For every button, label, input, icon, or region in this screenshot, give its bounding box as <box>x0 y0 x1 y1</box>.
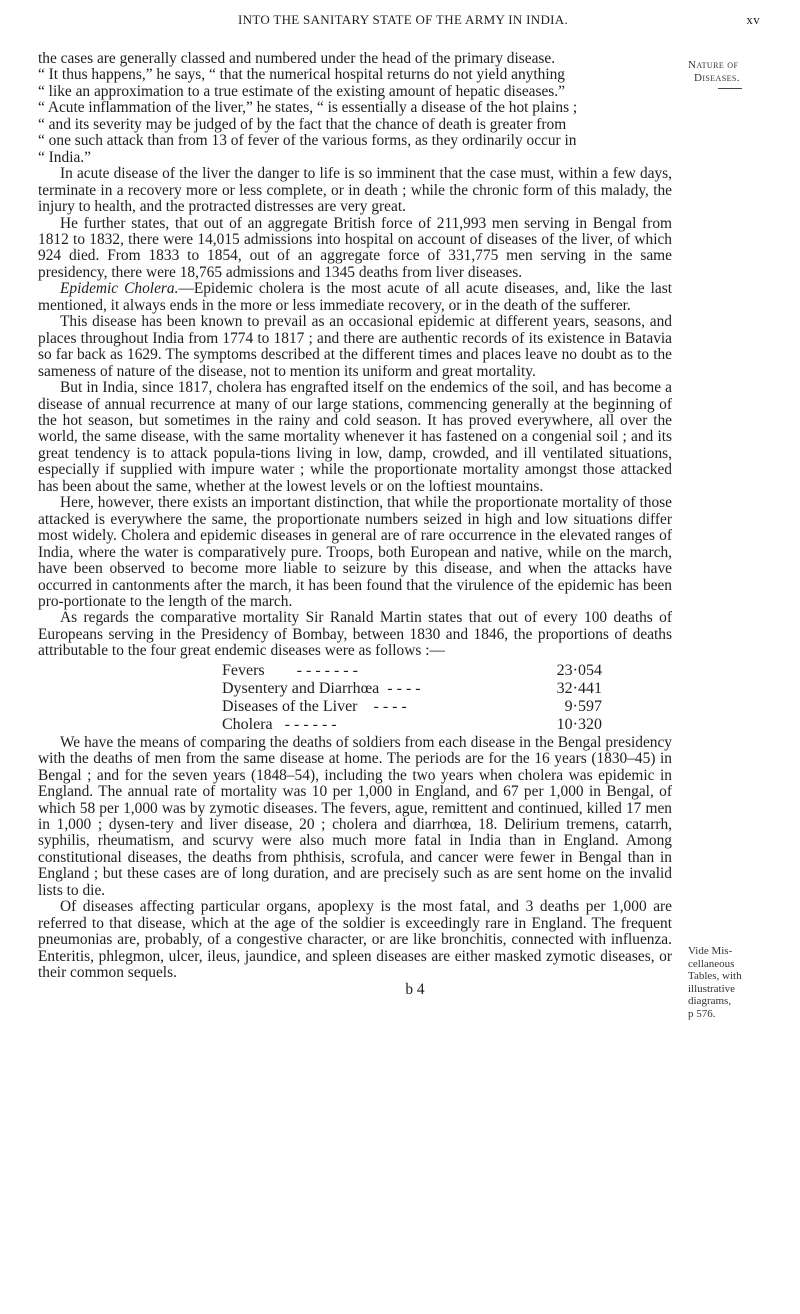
paragraph-cholera-text: —Epidemic cholera is the most acute of all acute diseases, and, like the last mentioned, it always ends in the more or less immediate recovery, or in the death of the sufferer. <box>38 280 672 314</box>
paragraph-martin: As regards the comparative mortality Sir Ranald Martin states that out of every 100 deaths of Europeans serving in the Presidency of Bombay, between 1830 and 1846, the proportions of deaths attributable to the four great endemic diseases were as follows :— <box>38 609 672 660</box>
margin-note-line: illustrative <box>688 982 736 995</box>
margin-note-line: diagrams, <box>688 995 732 1007</box>
mortality-label: Diseases of the Liver - - - - <box>222 697 407 715</box>
margin-note-line: Tables, with <box>688 970 742 982</box>
mortality-label: Cholera - - - - - - <box>222 715 337 733</box>
running-header <box>38 6 760 28</box>
mortality-row-dysentery <box>222 681 602 698</box>
quote-line: “ and its severity may be judged of by the fact that the chance of death is greater from <box>38 115 567 133</box>
quote-line: “ like an approximation to a true estimate of the existing amount of hepatic diseases.” <box>38 82 565 100</box>
margin-note-vide-miscellaneous <box>688 945 778 1020</box>
quote-line: “ Acute inflammation of the liver,” he states, “ is essentially a disease of the hot plains ; <box>38 99 578 117</box>
paragraph-acute-liver: In acute disease of the liver the danger to life is so imminent that the case must, within a few days, terminate in a recovery more or less complete, or in death ; while the chronic form of this malady, the injury to health, and the protracted distresses are very great. <box>38 165 672 216</box>
paragraph-since-1817: But in India, since 1817, cholera has engrafted itself on the endemics of the soil, and has become a disease of annual recurrence at many of our large stations, commencing generally at the beginning of the hot season, but sometimes in the rainy and cold season. It has proved everywhere, all over the world, the same disease, with the same mortality whenever it has fastened on a congenial soil ; and its great tendency is to attack popula-tions living in low, damp, crowded, and ill ventilated situations, especially if supplied with impure water ; while the proportionate mortality amongst those attacked has been about the same, whether at the lowest levels or on the loftiest mountains. <box>38 379 672 495</box>
paragraph-distinction: Here, however, there exists an important distinction, that while the proportionate mortality of those attacked is everywhere the same, the proportionate numbers seized in high and low situations differ most widely. Cholera and epidemic diseases in general are of rare occurrence in the elevated ranges of India, where the water is comparatively pure. Troops, both European and native, while on the march, have been observed to become more liable to seizure by this disease, and when the attacks have occurred in cantonments after the march, it has been found that the virulence of the epidemic has been pro-portionate to the length of the march. <box>38 494 672 610</box>
margin-note-line: Nature of <box>688 59 739 71</box>
margin-note-line: cellaneous <box>688 957 735 970</box>
quote-line: “ It thus happens,” he says, “ that the numerical hospital returns do not yield anything <box>38 66 566 84</box>
section-heading-epidemic-cholera: Epidemic Cholera. <box>60 280 179 298</box>
margin-note-rule <box>718 88 742 89</box>
paragraph-further-states: He further states, that out of an aggregate British force of 211,993 men serving in Bengal from 1812 to 1832, there were 14,015 admissions into hospital on account of diseases of the liver, of which 924 died. From 1833 to 1854, out of an aggregate force of 331,775 men serving in the same presidency, there were 18,765 admissions and 1345 deaths from liver diseases. <box>38 214 672 281</box>
paragraph-epidemic-cholera <box>38 281 672 314</box>
quote-line: “ one such attack than from 13 of fever of the various forms, as they ordinarily occur in <box>38 132 577 150</box>
mortality-row-cholera <box>222 717 602 734</box>
margin-note-nature-of-diseases <box>688 59 778 89</box>
mortality-value: 23·054 <box>556 661 602 679</box>
margin-note-line: Diseases. <box>694 71 740 84</box>
paragraph-organs: Of diseases affecting particular organs, apoplexy is the most fatal, and 3 deaths per 1,000 are referred to that disease, which at the age of the soldier is exceedingly rare in England. The frequent pneumonias are, probably, of a congestive character, or are like bronchitis, connected with influenza. Enteritis, phlegmon, ulcer, ileus, jaundice, and spleen diseases are either masked zymotic diseases, or their common sequels. <box>38 898 672 982</box>
intro-line: the cases are generally classed and numbered under the head of the primary disease. <box>38 50 556 67</box>
mortality-label: Dysentery and Diarrhœa - - - - <box>222 679 421 697</box>
page-body <box>38 51 672 998</box>
mortality-value: 9·597 <box>564 697 602 715</box>
margin-note-line: p 576. <box>688 1007 716 1020</box>
paragraph-known-prevail: This disease has been known to prevail as an occasional epidemic at different years, seasons, and places throughout India from 1774 to 1817 ; and there are authentic records of its existence in Batavia so far back as 1629. The symptoms described at the different times and places leave no doubt as to the sameness of nature of the disease, not to mention its uniform and great mortality. <box>38 313 672 380</box>
mortality-table <box>38 660 672 735</box>
mortality-row-liver <box>222 699 602 716</box>
page-number: xv <box>746 12 760 27</box>
signature-mark: b 4 <box>405 980 425 998</box>
quote-line: “ India.” <box>38 148 91 166</box>
mortality-value: 10·320 <box>556 715 602 733</box>
mortality-value: 32·441 <box>556 679 602 697</box>
paragraph-comparing: We have the means of comparing the deaths of soldiers from each disease in the Bengal presidency with the deaths of men from the same disease at home. The periods are for the 16 years (1830–45) in Bengal ; and for the seven years (1848–54), including the two years when cholera was epidemic in England. The annual rate of mortality was 10 per 1,000 in England, and 67 per 1,000 in Bengal, of which 58 per 1,000 was by zymotic diseases. The fevers, ague, remittent and continued, killed 17 men in 1,000 ; dysen-tery and liver disease, 20 ; cholera and diarrhœa, 18. Delirium tremens, catarrh, syphilis, rheumatism, and scurvy were also much more fatal in India than in England. Among constitutional diseases, the deaths from phthisis, scrofula, and cancer were fewer in Bengal than in England ; but these cases are of long duration, and are precisely such as are sent home on the invalid lists to die. <box>38 733 672 899</box>
mortality-label: Fevers - - - - - - - <box>222 661 358 679</box>
running-title: INTO THE SANITARY STATE OF THE ARMY IN INDIA. <box>238 12 569 27</box>
mortality-row-fevers <box>222 663 602 680</box>
margin-note-line: Vide Mis- <box>688 945 733 957</box>
